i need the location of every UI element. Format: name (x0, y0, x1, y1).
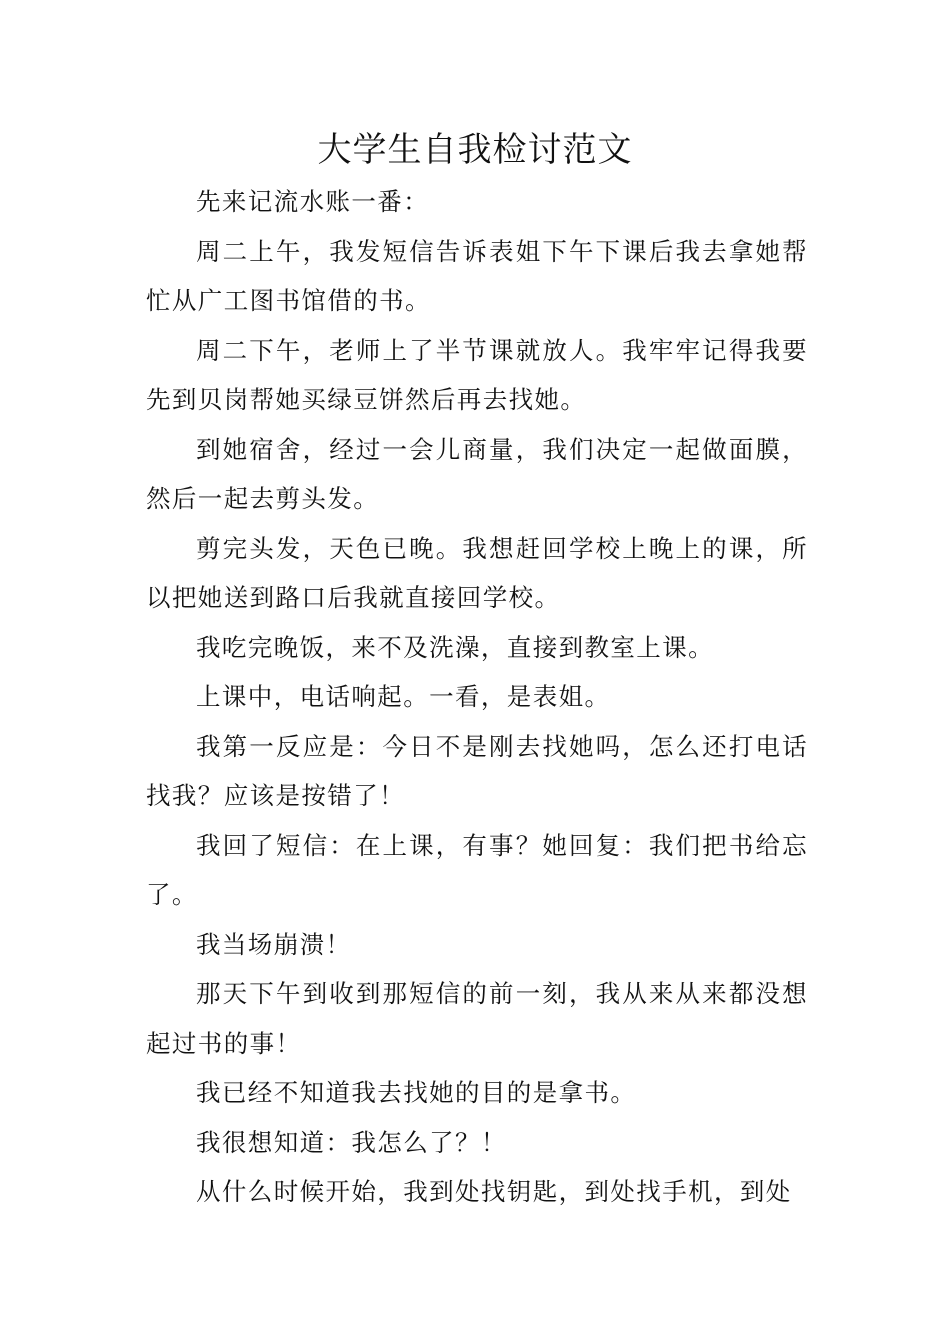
paragraph: 剪完头发，天色已晚。我想赶回学校上晚上的课，所以把她送到路口后我就直接回学校。 (146, 533, 808, 612)
paragraph: 我当场崩溃！ (196, 929, 352, 959)
paragraph: 到她宿舍，经过一会儿商量，我们决定一起做面膜，然后一起去剪头发。 (146, 434, 808, 513)
paragraph: 我回了短信：在上课，有事？她回复：我们把书给忘了。 (146, 830, 808, 909)
paragraph: 我已经不知道我去找她的目的是拿书。 (196, 1078, 637, 1107)
paragraph: 我吃完晚饭，来不及洗澡，直接到教室上课。 (196, 632, 714, 662)
paragraph: 先来记流水账一番： (196, 187, 430, 216)
paragraph: 那天下午到收到那短信的前一刻，我从来从来都没想起过书的事！ (146, 979, 808, 1058)
paragraph: 我第一反应是：今日不是刚去找她吗，怎么还打电话找我？应该是按错了！ (146, 731, 808, 810)
paragraph: 从什么时候开始，我到处找钥匙，到处找手机，到处 (196, 1177, 792, 1206)
document-body (146, 177, 808, 1217)
paragraph: 周二上午，我发短信告诉表姐下午下课后我去拿她帮忙从广工图书馆借的书。 (146, 236, 808, 315)
paragraph: 上课中，电话响起。一看，是表姐。 (196, 682, 611, 711)
paragraph: 我很想知道：我怎么了？！ (196, 1127, 507, 1157)
document-title: 大学生自我检讨范文 (317, 130, 633, 170)
paragraph: 周二下午，老师上了半节课就放人。我牢牢记得我要先到贝岗帮她买绿豆饼然后再去找她。 (146, 335, 808, 414)
